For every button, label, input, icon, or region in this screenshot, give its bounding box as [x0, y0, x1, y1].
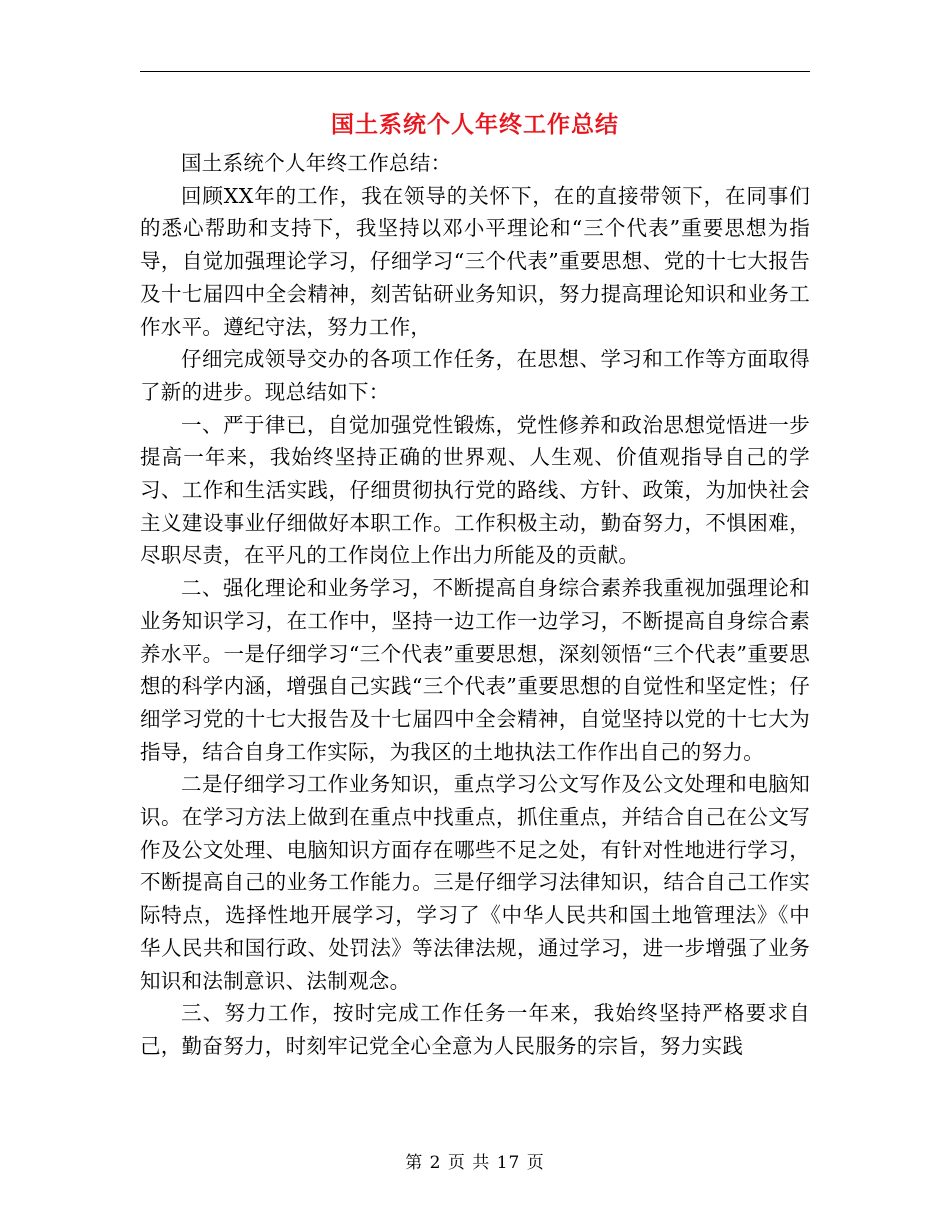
paragraph-summary-lead: 仔细完成领导交办的各项工作任务，在思想、学习和工作等方面取得了新的进步。现总结如下： [140, 347, 810, 404]
paragraph-review: 回顾XX年的工作，我在领导的关怀下，在的直接带领下，在同事们的悉心帮助和支持下，我坚持以邓小平理论和“三个代表”重要思想为指导，自觉加强理论学习，仔细学习“三个代表”重要思想、党的十七大报告及十七届四中全会精神，刻苦钻研业务知识，努力提高理论知识和业务工作水平。遵纪守法，努力工作， [140, 183, 810, 339]
document-title: 国土系统个人年终工作总结 [331, 111, 619, 138]
header-rule [140, 71, 810, 72]
document-body [140, 147, 810, 1063]
paragraph-section-three: 三、努力工作，按时完成工作任务一年来，我始终坚持严格要求自己，勤奋努力，时刻牢记党全心全意为人民服务的宗旨，努力实践 [140, 1001, 810, 1058]
paragraph-section-two: 二、强化理论和业务学习，不断提高自身综合素养我重视加强理论和业务知识学习，在工作中，坚持一边工作一边学习，不断提高自身综合素养水平。一是仔细学习“三个代表”重要思想，深刻领悟“三个代表”重要思想的科学内涵，增强自己实践“三个代表”重要思想的自觉性和坚定性；仔细学习党的十七大报告及十七届四中全会精神，自觉坚持以党的十七大为指导，结合自身工作实际，为我区的土地执法工作作出自己的努力。 [140, 576, 810, 764]
page-number: 第 2 页 共 17 页 [405, 1153, 545, 1173]
paragraph-section-one: 一、严于律已，自觉加强党性锻炼，党性修养和政治思想觉悟进一步提高一年来，我始终坚持正确的世界观、人生观、价值观指导自己的学习、工作和生活实践，仔细贯彻执行党的路线、方针、政策，为加快社会主义建设事业仔细做好本职工作。工作积极主动，勤奋努力，不惧困难，尽职尽责，在平凡的工作岗位上作出力所能及的贡献。 [140, 412, 810, 568]
paragraph-intro-heading: 国土系统个人年终工作总结： [181, 151, 452, 175]
paragraph-section-two-continued: 二是仔细学习工作业务知识，重点学习公文写作及公文处理和电脑知识。在学习方法上做到在重点中找重点，抓住重点，并结合自己在公文写作及公文处理、电脑知识方面存在哪些不足之处，有针对性地进行学习，不断提高自己的业务工作能力。三是仔细学习法律知识，结合自己工作实际特点，选择性地开展学习，学习了《中华人民共和国土地管理法》《中华人民共和国行政、处罚法》等法律法规，通过学习，进一步增强了业务知识和法制意识、法制观念。 [140, 772, 810, 993]
